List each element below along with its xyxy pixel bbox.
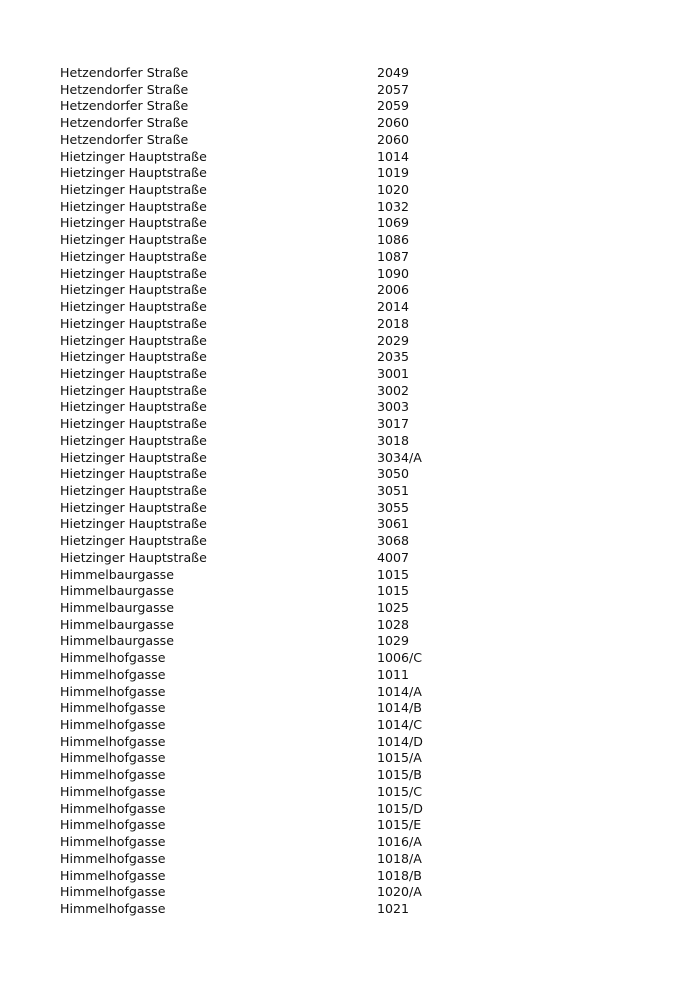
table-row (60, 450, 497, 467)
street-name-cell: Himmelhofgasse (60, 750, 166, 766)
street-name-cell: Himmelhofgasse (60, 867, 166, 883)
table-row (60, 516, 497, 533)
street-name-cell: Himmelbaurgasse (60, 633, 174, 649)
house-number-cell: 1015/B (377, 767, 422, 783)
street-name-cell: Hietzinger Hauptstraße (60, 215, 207, 231)
street-name-cell: Hietzinger Hauptstraße (60, 148, 207, 164)
street-name-cell: Himmelhofgasse (60, 850, 166, 866)
house-number-cell: 3002 (377, 382, 410, 398)
house-number-cell: 3018 (377, 432, 410, 448)
house-number-cell: 1029 (377, 633, 410, 649)
table-row (60, 249, 497, 266)
table-row (60, 784, 497, 801)
street-name-cell: Himmelhofgasse (60, 817, 166, 833)
street-name-cell: Hietzinger Hauptstraße (60, 482, 207, 498)
table-row (60, 834, 497, 851)
house-number-cell: 2029 (377, 332, 410, 348)
table-row (60, 500, 497, 517)
house-number-cell: 3061 (377, 516, 410, 532)
table-row (60, 684, 497, 701)
street-name-cell: Hetzendorfer Straße (60, 98, 189, 114)
house-number-cell: 1028 (377, 616, 410, 632)
table-row (60, 98, 497, 115)
table-row (60, 215, 497, 232)
table-row (60, 483, 497, 500)
street-name-cell: Hietzinger Hauptstraße (60, 516, 207, 532)
table-row (60, 366, 497, 383)
street-name-cell: Hietzinger Hauptstraße (60, 265, 207, 281)
street-name-cell: Hietzinger Hauptstraße (60, 282, 207, 298)
table-row (60, 466, 497, 483)
street-name-cell: Hietzinger Hauptstraße (60, 349, 207, 365)
street-name-cell: Himmelhofgasse (60, 834, 166, 850)
table-row (60, 199, 497, 216)
house-number-cell: 1087 (377, 248, 410, 264)
table-row (60, 633, 497, 650)
table-row (60, 165, 497, 182)
table-row (60, 266, 497, 283)
house-number-cell: 1025 (377, 600, 410, 615)
table-row (60, 750, 497, 767)
table-row (60, 667, 497, 684)
house-number-cell: 2035 (377, 349, 410, 365)
house-number-cell: 1020 (377, 182, 410, 198)
street-name-cell: Hetzendorfer Straße (60, 131, 189, 147)
house-number-cell: 1015/D (377, 800, 423, 816)
house-number-cell: 1014/C (377, 717, 423, 733)
table-row (60, 132, 497, 149)
house-number-cell: 1019 (377, 165, 410, 181)
house-number-cell: 2060 (377, 115, 410, 131)
house-number-cell: 3017 (377, 416, 410, 432)
address-table (60, 65, 497, 918)
street-name-cell: Hietzinger Hauptstraße (60, 533, 207, 549)
house-number-cell: 2060 (377, 131, 410, 147)
street-name-cell: Himmelhofgasse (60, 900, 166, 916)
house-number-cell: 2014 (377, 299, 410, 315)
house-number-cell: 1006/C (377, 650, 423, 666)
house-number-cell: 4007 (377, 549, 410, 565)
table-row (60, 550, 497, 567)
address-table-body (60, 65, 497, 918)
street-name-cell: Himmelbaurgasse (60, 566, 174, 582)
street-name-cell: Himmelhofgasse (60, 683, 166, 699)
table-row (60, 282, 497, 299)
table-row (60, 416, 497, 433)
table-row (60, 650, 497, 667)
house-number-cell: 2049 (377, 65, 410, 80)
street-name-cell: Himmelhofgasse (60, 733, 166, 749)
table-row (60, 700, 497, 717)
house-number-cell: 1014/D (377, 733, 423, 749)
house-number-cell: 1015 (377, 583, 410, 599)
house-number-cell: 1015/E (377, 817, 422, 833)
table-row (60, 868, 497, 885)
table-row (60, 600, 497, 617)
street-name-cell: Hietzinger Hauptstraße (60, 299, 207, 315)
street-name-cell: Himmelbaurgasse (60, 600, 174, 615)
table-row (60, 717, 497, 734)
house-number-cell: 1015/C (377, 783, 423, 799)
house-number-cell: 2018 (377, 315, 410, 331)
house-number-cell: 1015 (377, 566, 410, 582)
house-number-cell: 1018/A (377, 850, 422, 866)
street-name-cell: Hietzinger Hauptstraße (60, 165, 207, 181)
table-row (60, 149, 497, 166)
table-row (60, 82, 497, 99)
house-number-cell: 3051 (377, 482, 410, 498)
table-row (60, 232, 497, 249)
house-number-cell: 2006 (377, 282, 410, 298)
house-number-cell: 1014/A (377, 683, 422, 699)
street-name-cell: Hietzinger Hauptstraße (60, 198, 207, 214)
street-name-cell: Hetzendorfer Straße (60, 115, 189, 131)
house-number-cell: 1069 (377, 215, 410, 231)
street-name-cell: Himmelbaurgasse (60, 583, 174, 599)
house-number-cell: 1021 (377, 900, 410, 916)
house-number-cell: 1011 (377, 666, 410, 682)
table-row (60, 767, 497, 784)
table-row (60, 383, 497, 400)
table-row (60, 801, 497, 818)
street-name-cell: Himmelhofgasse (60, 650, 166, 666)
street-name-cell: Himmelhofgasse (60, 717, 166, 733)
street-name-cell: Himmelhofgasse (60, 884, 166, 900)
street-name-cell: Hietzinger Hauptstraße (60, 416, 207, 432)
house-number-cell: 1014/B (377, 700, 422, 716)
street-name-cell: Hietzinger Hauptstraße (60, 332, 207, 348)
street-name-cell: Himmelhofgasse (60, 767, 166, 783)
table-row (60, 316, 497, 333)
street-name-cell: Hietzinger Hauptstraße (60, 315, 207, 331)
street-name-cell: Himmelhofgasse (60, 700, 166, 716)
house-number-cell: 1018/B (377, 867, 422, 883)
street-name-cell: Himmelbaurgasse (60, 616, 174, 632)
house-number-cell: 3050 (377, 466, 410, 482)
street-name-cell: Hietzinger Hauptstraße (60, 549, 207, 565)
table-row (60, 617, 497, 634)
house-number-cell: 3001 (377, 365, 410, 381)
street-name-cell: Hetzendorfer Straße (60, 65, 189, 80)
house-number-cell: 2057 (377, 81, 410, 97)
street-name-cell: Hietzinger Hauptstraße (60, 382, 207, 398)
house-number-cell: 1015/A (377, 750, 422, 766)
street-name-cell: Himmelhofgasse (60, 783, 166, 799)
street-name-cell: Himmelhofgasse (60, 800, 166, 816)
table-row (60, 115, 497, 132)
house-number-cell: 1086 (377, 232, 410, 248)
table-row (60, 333, 497, 350)
house-number-cell: 3068 (377, 533, 410, 549)
table-row (60, 567, 497, 584)
house-number-cell: 1032 (377, 198, 410, 214)
table-row (60, 884, 497, 901)
table-row (60, 182, 497, 199)
house-number-cell: 2059 (377, 98, 410, 114)
house-number-cell: 3003 (377, 399, 410, 415)
table-row (60, 533, 497, 550)
house-number-cell: 1016/A (377, 834, 422, 850)
house-number-cell: 1090 (377, 265, 410, 281)
street-name-cell: Himmelhofgasse (60, 666, 166, 682)
street-name-cell: Hietzinger Hauptstraße (60, 449, 207, 465)
street-name-cell: Hietzinger Hauptstraße (60, 248, 207, 264)
street-name-cell: Hietzinger Hauptstraße (60, 432, 207, 448)
table-row (60, 349, 497, 366)
street-name-cell: Hietzinger Hauptstraße (60, 499, 207, 515)
table-row (60, 817, 497, 834)
table-row (60, 399, 497, 416)
table-row (60, 901, 497, 918)
table-row (60, 65, 497, 82)
street-name-cell: Hetzendorfer Straße (60, 81, 189, 97)
house-number-cell: 1020/A (377, 884, 422, 900)
house-number-cell: 1014 (377, 148, 410, 164)
street-name-cell: Hietzinger Hauptstraße (60, 399, 207, 415)
street-name-cell: Hietzinger Hauptstraße (60, 232, 207, 248)
house-number-cell: 3034/A (377, 449, 422, 465)
house-number-cell: 3055 (377, 499, 410, 515)
table-row (60, 734, 497, 751)
table-row (60, 851, 497, 868)
table-row (60, 299, 497, 316)
street-name-cell: Hietzinger Hauptstraße (60, 365, 207, 381)
table-row (60, 433, 497, 450)
street-name-cell: Hietzinger Hauptstraße (60, 466, 207, 482)
street-name-cell: Hietzinger Hauptstraße (60, 182, 207, 198)
table-row (60, 583, 497, 600)
